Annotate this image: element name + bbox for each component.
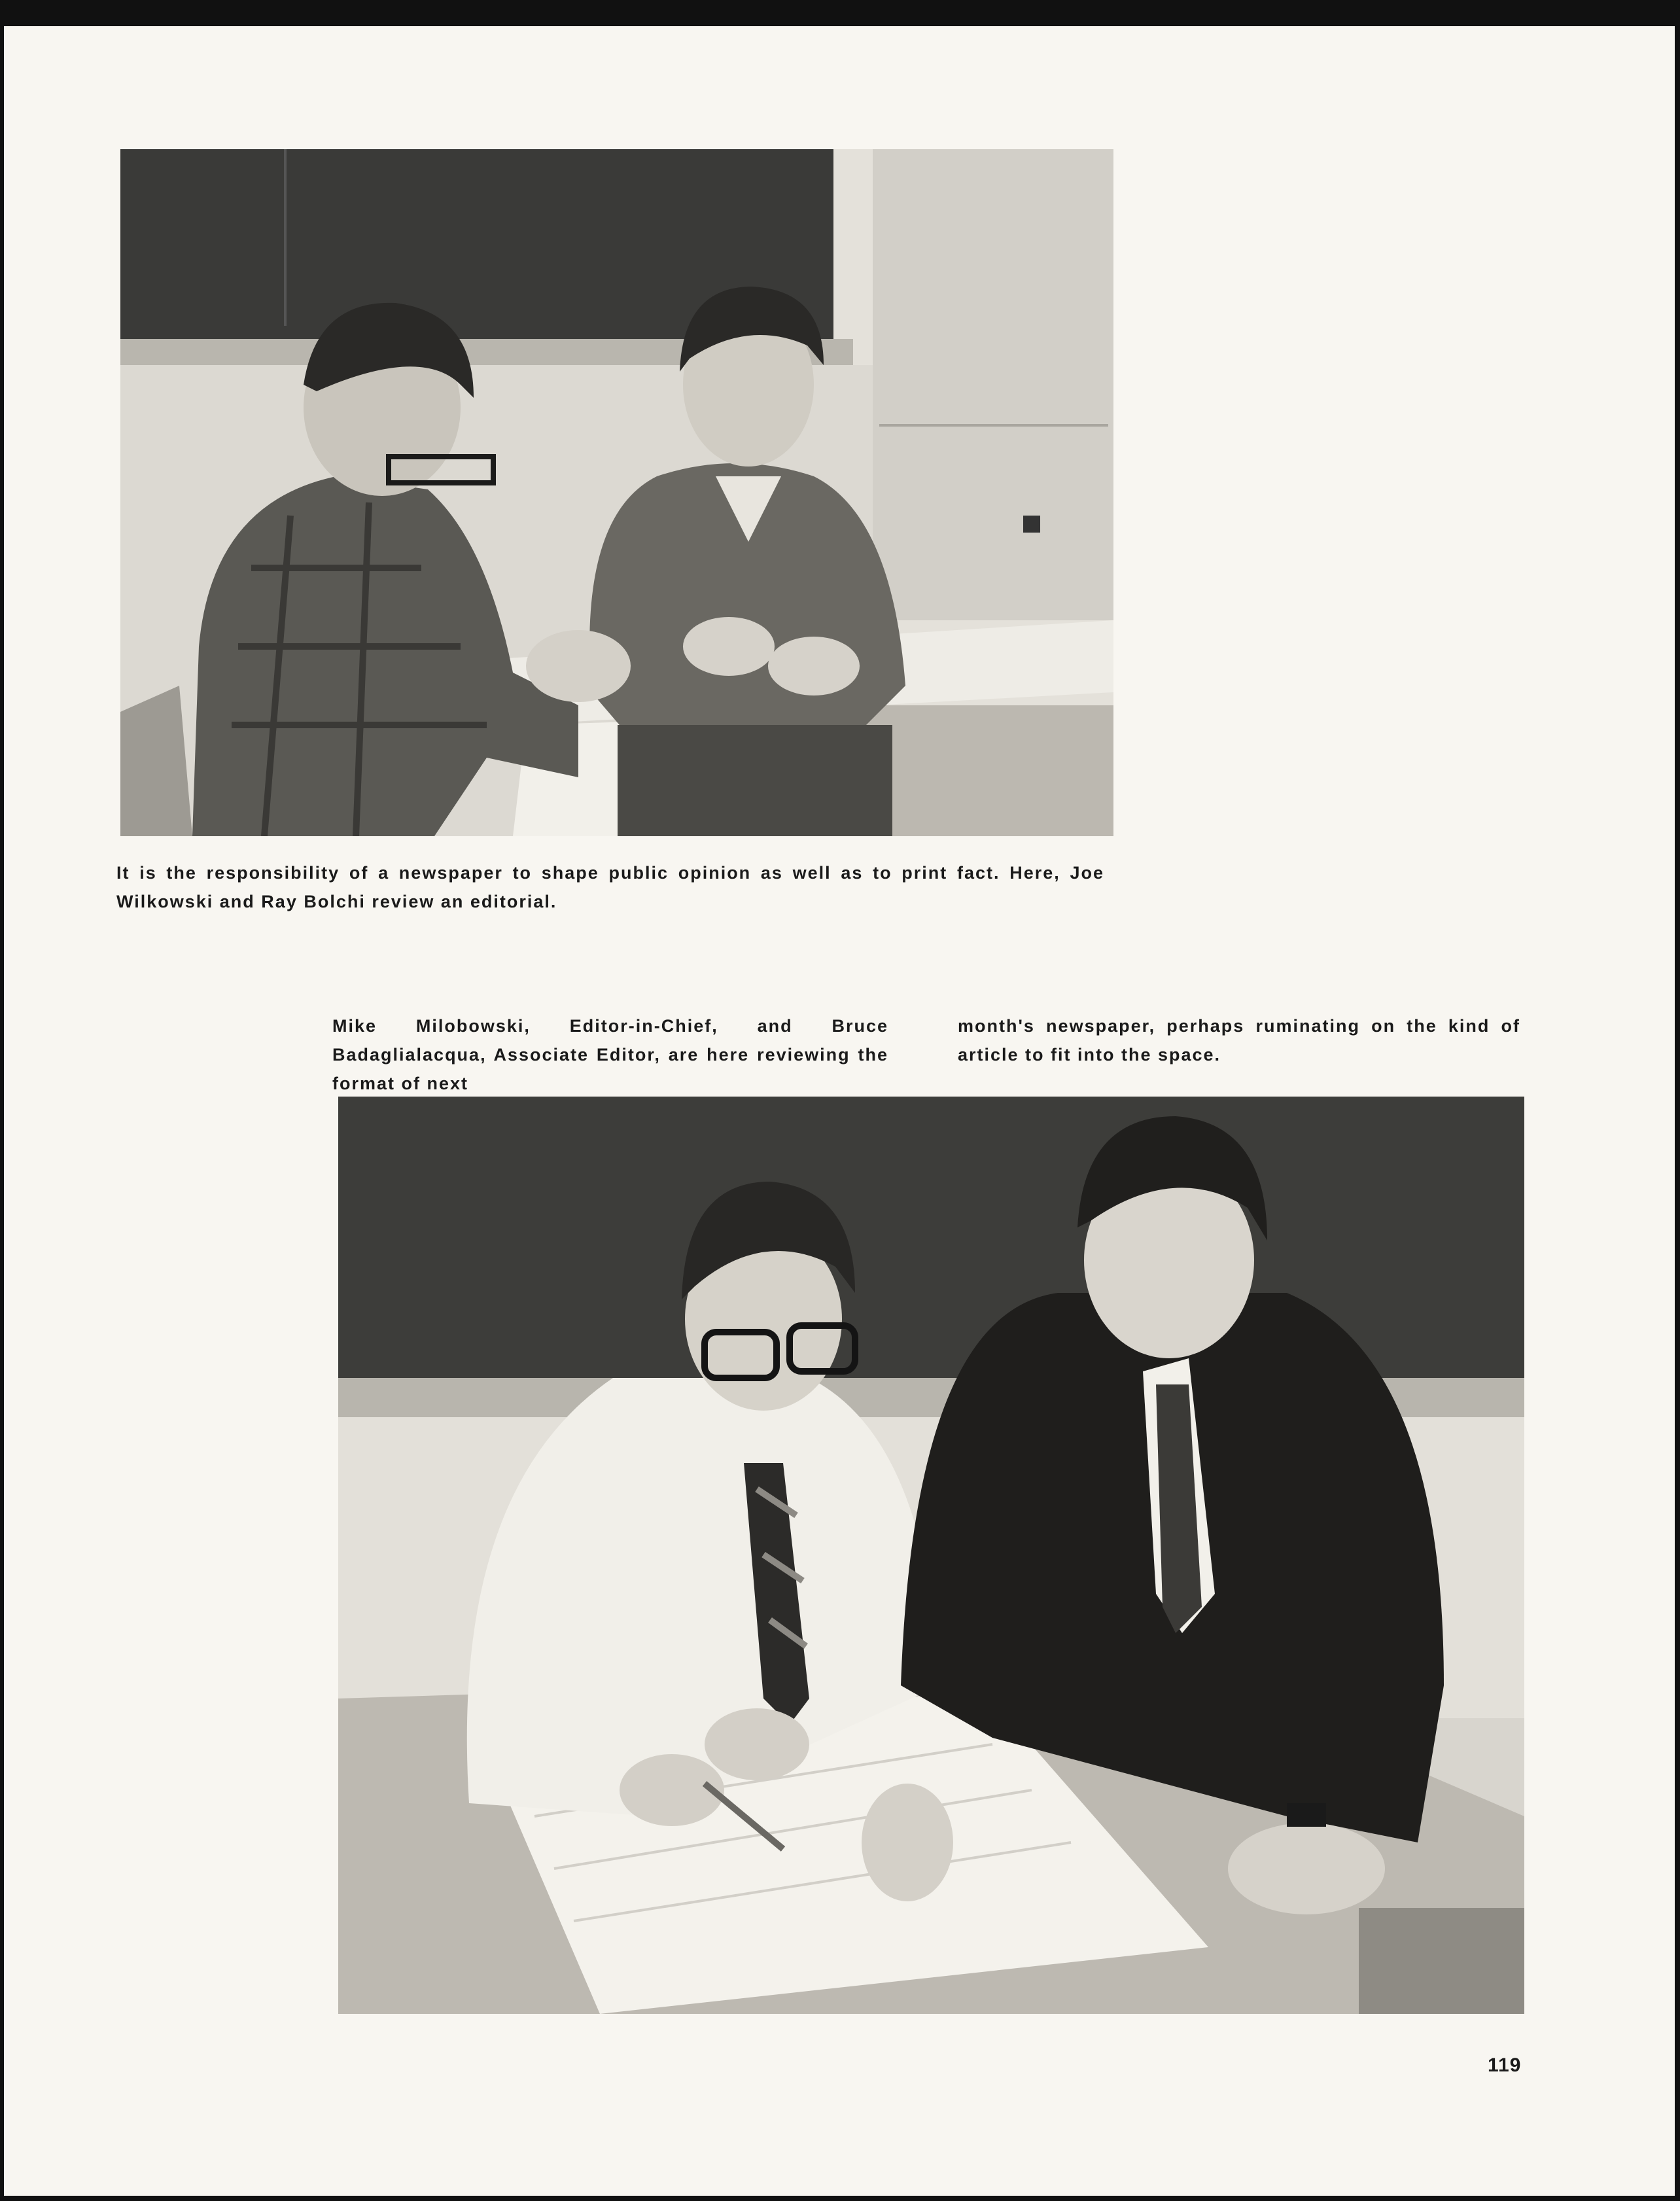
top-photo-caption: It is the responsibility of a newspaper to shape public opinion as well as to print fact. Here, Joe Wilkowski and Ray Bolchi review an editorial. — [116, 863, 1104, 911]
page-number: 119 — [1488, 2054, 1522, 2076]
bottom-photo-caption-right: month's newspaper, perhaps ruminating on the kind of article to fit into the space. — [958, 1016, 1520, 1065]
scan-edge-mark — [0, 262, 4, 288]
photo-students-reviewing-editorial — [120, 149, 1113, 836]
bottom-photo-caption-left: Mike Milobowski, Editor-in-Chief, and Bruce Badaglialacqua, Associate Editor, are here reviewing the format of next — [332, 1016, 888, 1093]
scan-edge-mark — [0, 628, 4, 654]
scan-edge-mark — [0, 1217, 4, 1243]
photo-editors-reviewing-layout — [338, 1097, 1524, 2014]
scan-edge-mark — [0, 1590, 4, 1616]
yearbook-page — [4, 26, 1675, 2196]
